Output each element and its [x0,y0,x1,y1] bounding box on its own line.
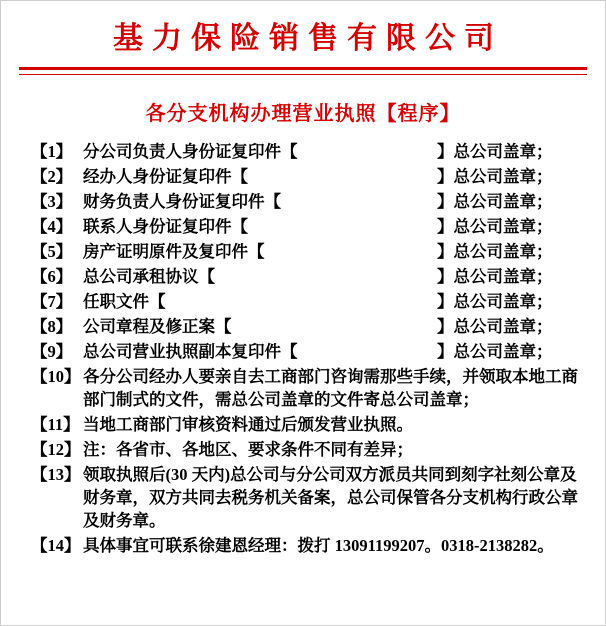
list-item-text: 联系人身份证复印件【 [83,217,248,236]
list-item-number: 【1】 [31,142,73,161]
list-item-suffix: 】总公司盖章； [437,342,553,361]
list-item-suffix: 】总公司盖章； [437,267,553,286]
list-item-number: 【11】 [31,415,80,434]
list-item-body [83,165,587,188]
list-item-number: 【7】 [31,292,73,311]
list-item-text: 领取执照后(30 天内)总公司与分公司双方派员共同到刻字社刻公章及财务章，双方共同去税务机关备案，总公司保管各分支机构行政公章及财务章。 [83,465,578,530]
list-item-body [83,365,587,411]
list-item [31,534,587,557]
list-item-text: 房产证明原件及复印件【 [83,242,265,261]
list-item-body [83,340,587,363]
list-item-suffix: 】总公司盖章； [437,242,553,261]
list-item-number: 【8】 [31,317,73,336]
list-item-body [83,413,587,436]
list-item-body [83,315,587,338]
list-item-body [83,215,587,238]
divider-line-thick [19,67,587,70]
list-item-body [83,290,587,313]
list-item-text: 当地工商部门审核资料通过后颁发营业执照。 [83,415,413,434]
list-item-number: 【9】 [31,342,73,361]
list-item-text: 分公司负责人身份证复印件【 [83,142,298,161]
list-item-suffix: 】总公司盖章； [437,142,553,161]
list-item [31,438,587,461]
list-item-number: 【2】 [31,167,73,186]
list-item-number: 【6】 [31,267,73,286]
list-item-suffix: 】总公司盖章； [437,192,553,211]
list-item-text: 具体事宜可联系徐建恩经理：拨打 13091199207。0318-2138282。 [83,536,554,555]
list-item-body [83,463,587,532]
divider-line-thin [19,74,587,75]
list-item [31,165,587,188]
list-item-number: 【4】 [31,217,73,236]
list-item [31,265,587,288]
list-item-number: 【12】 [31,440,81,459]
list-item-text: 任职文件【 [83,292,166,311]
list-item-number: 【10】 [31,367,81,386]
list-item-suffix: 】总公司盖章； [437,292,553,311]
list-item-text: 经办人身份证复印件【 [83,167,248,186]
list-item-text: 财务负责人身份证复印件【 [83,192,281,211]
list-item-text: 注：各省市、各地区、要求条件不同有差异； [83,440,413,459]
list-item-text: 各分公司经办人要亲自去工商部门咨询需那些手续，并领取本地工商部门制式的文件，需总公司盖章的文件寄总公司盖章； [83,367,578,409]
list-item-suffix: 】总公司盖章； [437,167,553,186]
list-item-body [83,534,587,557]
list-item-body [83,438,587,461]
list-item-text: 总公司承租协议【 [83,267,215,286]
list-item-suffix: 】总公司盖章； [437,317,553,336]
list-item-body [83,240,587,263]
list-item-number: 【5】 [31,242,73,261]
list-item [31,215,587,238]
list-item-number: 【3】 [31,192,73,211]
list-item-number: 【14】 [31,536,81,555]
decorative-divider [19,67,587,77]
list-item-suffix: 】总公司盖章； [437,217,553,236]
list-item [31,315,587,338]
list-item-text: 公司章程及修正案【 [83,317,232,336]
list-item [31,240,587,263]
list-item-body [83,140,587,163]
list-item [31,340,587,363]
procedure-list [1,140,605,557]
list-item [31,413,587,436]
list-item-body [83,190,587,213]
page-title: 各分支机构办理营业执照【程序】 [145,103,461,125]
list-item [31,140,587,163]
list-item [31,463,587,532]
list-item-body [83,265,587,288]
list-item-text: 总公司营业执照副本复印件【 [83,342,298,361]
company-title: 基力保险销售有限公司 [113,22,503,55]
list-item [31,365,587,411]
list-item-number: 【13】 [31,465,81,484]
list-item [31,290,587,313]
list-item [31,190,587,213]
